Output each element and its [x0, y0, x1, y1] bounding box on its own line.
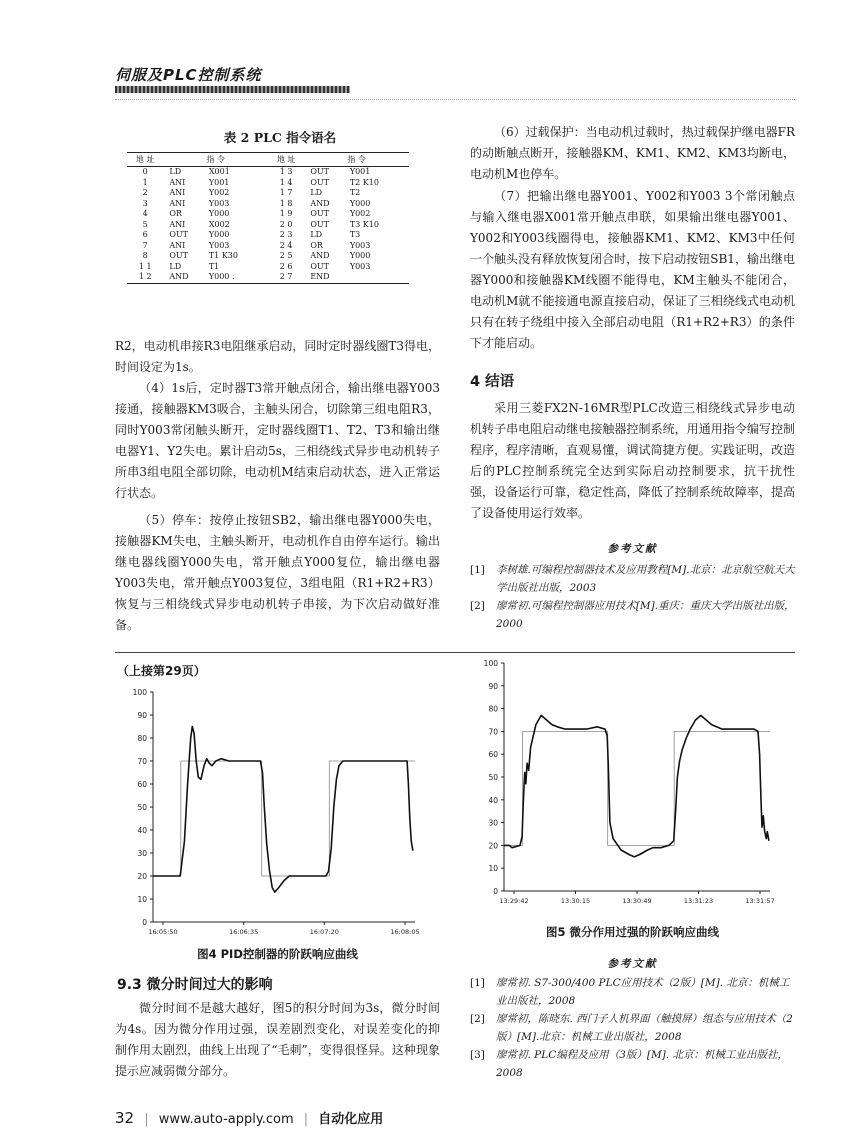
reference-item	[470, 561, 795, 597]
table-cell: 1 2	[127, 272, 163, 283]
paragraph: R2，电动机串接R3电阻继承启动，同时定时器线圈T3得电，时间设定为1s。	[115, 339, 440, 374]
table-cell: 2	[142, 188, 148, 197]
table-row	[127, 188, 409, 199]
table-cell: Y000	[349, 198, 371, 208]
y-tick-label: 100	[132, 688, 147, 697]
table-cell: 3	[142, 198, 148, 208]
table-cell: 5	[142, 219, 148, 229]
y-tick-label: 10	[488, 864, 498, 874]
table-header: 指 令	[163, 153, 268, 167]
table-row	[127, 220, 409, 231]
reference-item	[470, 1010, 795, 1046]
table-cell: AND	[310, 251, 330, 260]
table-row	[127, 209, 409, 220]
x-tick-label: 13:31:57	[745, 897, 775, 905]
table-cell: 0	[142, 167, 148, 176]
table-row	[127, 178, 409, 189]
table-cell: T2	[349, 188, 361, 197]
paragraph: 微分时间不是越大越好，图5的积分时间为3s，微分时间为4s。因为微分作用过强，误差剧烈变化，对误差变化的抑制作用太剧烈，曲线上出现了“毛刺”，变得很怪异。这种现象提示应减弱微分部分。	[115, 1001, 440, 1078]
table-cell: 1 8	[279, 198, 293, 208]
setpoint-series-line	[153, 761, 415, 876]
y-tick-label: 20	[137, 872, 147, 881]
table-cell: Y003	[349, 240, 371, 250]
table-cell: AND	[163, 272, 208, 283]
reference-number: [3]	[470, 1049, 485, 1061]
x-tick-label: 16:05:50	[148, 928, 178, 936]
reference-number: [1]	[470, 977, 485, 989]
table-row	[127, 199, 409, 210]
table-cell: 2 4	[279, 240, 293, 250]
table-cell: 1 7	[279, 188, 293, 197]
table-cell: END	[304, 272, 349, 283]
table-cell: 6	[142, 230, 148, 239]
reference-text: 李树雄.可编程控制器技术及应用教程[M].北京：北京航空航天大学出版社出版，2003	[496, 564, 795, 594]
table-cell: LD	[169, 261, 182, 271]
reference-text: 廖常初. PLC编程及应用（3版）[M]. 北京：机械工业出版社，2008	[496, 1049, 789, 1079]
table-cell: OR	[169, 209, 182, 218]
plc-instruction-table	[127, 152, 409, 284]
y-tick-label: 30	[488, 818, 498, 828]
table-cell: 2 7	[268, 272, 304, 283]
table-cell: T1	[208, 261, 220, 271]
table-cell: 2 5	[279, 251, 293, 260]
table-row	[127, 241, 409, 252]
table-cell: AND	[310, 198, 330, 208]
table-cell: Y003	[349, 261, 371, 271]
table-cell: OUT	[310, 177, 329, 187]
table-cell: 1 1	[138, 261, 152, 271]
setpoint-series-line	[504, 731, 770, 845]
table-cell: ANI	[169, 188, 186, 197]
x-tick-label: 13:30:49	[622, 897, 652, 905]
header-decoration-bar	[115, 86, 350, 93]
y-tick-label: 80	[488, 704, 498, 714]
process-series-line	[153, 727, 413, 893]
reference-item	[470, 597, 795, 633]
y-tick-label: 20	[488, 841, 498, 851]
table-header-row	[127, 153, 409, 167]
section-heading: 9.3 微分时间过大的影响	[117, 977, 273, 993]
process-series-line	[504, 715, 769, 856]
table-cell: 1 9	[279, 209, 293, 218]
table-cell: 2 3	[279, 230, 293, 239]
table-row	[127, 230, 409, 241]
table-row	[127, 167, 409, 178]
y-tick-label: 50	[137, 803, 147, 812]
table-cell: LD	[310, 188, 323, 197]
y-tick-label: 90	[137, 711, 147, 720]
table-cell: 2 0	[279, 219, 293, 229]
references-list	[470, 974, 795, 1082]
table-cell: OR	[310, 240, 323, 250]
header-rule	[115, 99, 795, 100]
table-header: 地 址	[268, 153, 304, 167]
paragraph: （7）把输出继电器Y001、Y002和Y003 3个常闭触点与输入继电器X001常开触点串联，如果输出继电器Y001、Y002和Y003线圈得电，接触器KM1、KM2、KM3中任何一个触头没有释放恢复闭合时，按下启动按钮SB1，输出继电器Y000和接触器KM线圈不能得电，KM主触头不能闭合，电动机M就不能接通电源直接启动，保证了三相绕线式电动机只有在转子绕组中接入全部启动电阻（R1+R2+R3）的条件下才能启动。	[470, 189, 795, 350]
y-tick-label: 70	[137, 757, 147, 766]
table-row	[127, 272, 409, 283]
table-cell: LD	[169, 167, 182, 176]
table-cell: Y001	[349, 167, 371, 176]
y-tick-label: 80	[137, 734, 147, 743]
table-cell: Y003	[208, 240, 230, 250]
x-tick-label: 13:30:15	[560, 897, 591, 905]
table-cell: T1 K30	[208, 251, 238, 260]
reference-number: [1]	[470, 564, 485, 576]
table-cell: Y003	[208, 198, 230, 208]
table-cell: Y000 ．	[209, 272, 268, 283]
x-tick-label: 13:31:23	[683, 897, 714, 905]
reference-item	[470, 1046, 795, 1082]
table-cell: Y002	[349, 209, 371, 218]
table-cell: T3 K10	[349, 219, 379, 229]
table-cell: 1 4	[279, 177, 293, 187]
table-cell: ANI	[169, 177, 186, 187]
table-cell: 8	[142, 251, 148, 260]
table-cell: LD	[310, 230, 323, 239]
table-cell: 1	[142, 177, 148, 187]
y-tick-label: 10	[137, 895, 147, 904]
x-tick-label: 16:06:35	[229, 928, 259, 936]
table-header: 指 令	[304, 153, 409, 167]
fig5-chart	[468, 655, 783, 917]
table-cell: 7	[142, 240, 148, 250]
reference-text: 廖常初. S7-300/400 PLC应用技术（2版）[M]. 北京：机械工业出版社，2008	[496, 977, 790, 1007]
table-row	[127, 262, 409, 273]
table-cell: T2 K10	[349, 177, 379, 187]
table-cell: 2 6	[279, 261, 293, 271]
section-heading: 4 结语	[470, 374, 515, 390]
x-tick-label: 16:07:20	[309, 928, 339, 936]
x-tick-label: 13:29:42	[499, 897, 529, 905]
table-cell: OUT	[310, 209, 329, 218]
table-cell: Y000	[349, 251, 371, 260]
references-title: 参考文献	[607, 543, 658, 555]
table-cell: T3	[349, 230, 361, 239]
references-list	[470, 561, 795, 633]
y-tick-label: 40	[488, 795, 498, 805]
y-tick-label: 100	[483, 659, 498, 668]
table-row	[127, 251, 409, 262]
table-cell: 1 3	[279, 167, 293, 176]
table-cell: Y000	[208, 230, 230, 239]
journal-header: 伺服及PLC控制系统	[115, 66, 262, 84]
x-tick-label: 16:08:05	[390, 928, 420, 936]
paragraph: （5）停车：按停止按钮SB2，输出继电器Y000失电，接触器KM失电，主触头断开，电动机作自由停车运行。输出继电器线圈Y000失电，常开触点Y000复位，输出继电器Y003失电，常开触点Y003复位，3组电阻（R1+R2+R3）恢复与三相绕线式异步电动机转子串接，为下次启动做好准备。	[115, 513, 440, 632]
page-number: 32	[115, 1109, 135, 1127]
table-header: 地 址	[127, 153, 163, 167]
table-cell: ANI	[169, 219, 186, 229]
footer-url: www.auto-apply.com	[158, 1112, 294, 1127]
reference-number: [2]	[470, 600, 485, 612]
reference-text: 廖常初.可编程控制器应用技术[M].重庆：重庆大学出版社出版，2000	[496, 600, 795, 630]
y-tick-label: 30	[137, 849, 147, 858]
y-tick-label: 60	[137, 780, 147, 789]
table-cell: Y002	[208, 188, 230, 197]
table-cell: 4	[142, 209, 148, 218]
table-cell: OUT	[310, 219, 329, 229]
table-cell: OUT	[310, 167, 329, 176]
fig4-caption: 图4 PID控制器的阶跃响应曲线	[197, 947, 358, 961]
paragraph: 采用三菱FX2N-16MR型PLC改造三相绕线式异步电动机转子串电阻启动继电接触器控制系统，用通用指令编写控制程序，程序清晰，直观易懂，调试简捷方便。实践证明，改造后的PLC控制系统完全达到实际启动控制要求，抗干扰性强，设备运行可靠，稳定性高，降低了控制系统故障率，提高了设备使用运行效率。	[470, 401, 795, 520]
paragraph: （4）1s后，定时器T3常开触点闭合，输出继电器Y003接通，接触器KM3吸合，主触头闭合，切除第三组电阻R3，同时Y003常闭触头断开，定时器线圈T1、T2、T3和输出继电器Y1、Y2失电。累计启动5s，三相绕线式异步电动机转子所串3组电阻全部切除，电动机M结束启动状态，进入正常运行状态。	[115, 381, 440, 500]
fig4-chart	[115, 680, 430, 938]
table-cell: Y001	[208, 177, 230, 187]
table-cell: OUT	[310, 261, 329, 271]
references-title: 参考文献	[607, 958, 658, 970]
y-tick-label: 60	[488, 750, 498, 760]
footer-journal: 自动化应用	[318, 1112, 384, 1127]
y-tick-label: 0	[142, 918, 147, 927]
y-tick-label: 50	[488, 773, 498, 782]
y-tick-label: 70	[488, 727, 498, 737]
y-tick-label: 90	[488, 681, 498, 691]
table-cell: OUT	[169, 230, 189, 239]
table-caption: 表 2 PLC 指令语名	[223, 130, 337, 145]
table-cell: X001	[208, 167, 230, 176]
continued-note: （上接第29页）	[117, 664, 206, 678]
table-cell	[350, 272, 409, 283]
reference-text: 廖常初，陈晓东. 西门子人机界面（触摸屏）组态与应用技术（2版）[M].北京：机械工业出版社，2008	[496, 1013, 793, 1043]
section-divider	[115, 652, 795, 653]
table-cell: ANI	[169, 240, 186, 250]
table-cell: Y000	[208, 209, 230, 218]
paragraph: （6）过载保护：当电动机过载时，热过载保护继电器FR的动断触点断开，接触器KM、KM1、KM2、KM3均断电，电动机M也停车。	[470, 125, 795, 181]
fig5-caption: 图5 微分作用过强的阶跃响应曲线	[545, 925, 719, 939]
y-tick-label: 40	[137, 826, 147, 835]
y-tick-label: 0	[493, 887, 498, 896]
table-cell: OUT	[169, 251, 189, 260]
reference-number: [2]	[470, 1013, 485, 1025]
table-cell: X002	[208, 219, 230, 229]
table-cell: ANI	[169, 198, 186, 208]
page-footer: 32 | www.auto-apply.com | 自动化应用	[115, 1109, 384, 1127]
reference-item	[470, 974, 795, 1010]
